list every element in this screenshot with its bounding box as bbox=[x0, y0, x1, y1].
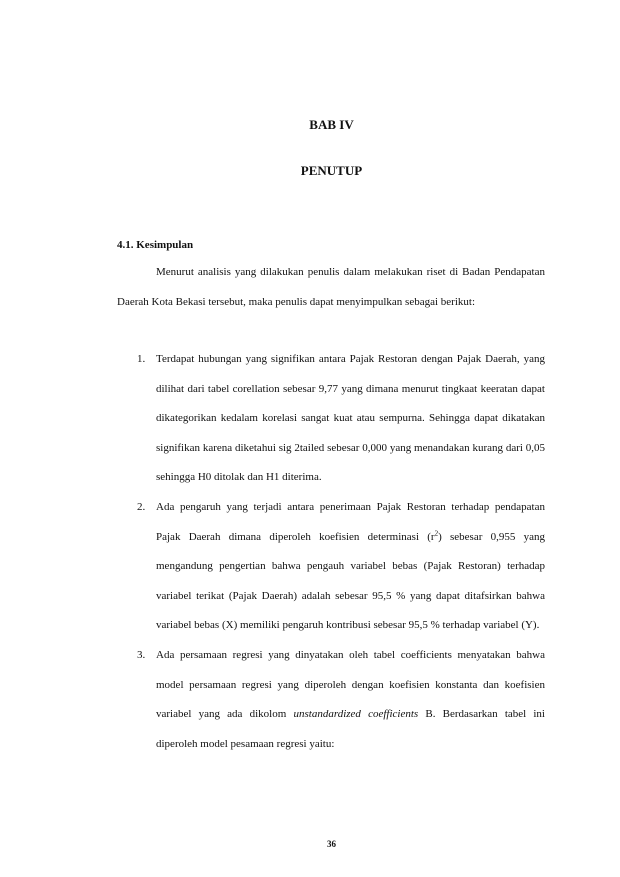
list-item bbox=[117, 493, 545, 641]
list-item-text bbox=[156, 493, 545, 641]
list-item bbox=[117, 345, 545, 493]
list-item bbox=[117, 641, 545, 759]
intro-paragraph: Menurut analisis yang dilakukan penulis dalam melakukan riset di Badan Pendapatan Daerah Kota Bekasi tersebut, maka penulis dapat menyimpulkan sebagai berikut: bbox=[117, 266, 545, 308]
list-item-text: Terdapat hubungan yang signifikan antara Pajak Restoran dengan Pajak Daerah, yang dilihat dari tabel corellation sebesar 9,77 yang dimana menurut tingkaat keeratan dapat dikategorikan kedalam korelasi sangat kuat atau sempurna. Sehingga dapat dikatakan signifikan karena diketahui sig 2tailed sebesar 0,000 yang menandakan kurang dari 0,05 sehingga H0 ditolak dan H1 diterima. bbox=[156, 353, 545, 484]
chapter-title: PENUTUP bbox=[300, 163, 363, 178]
chapter-number: BAB IV bbox=[309, 117, 354, 132]
list-item-text-part: Ada pengaruh yang terjadi antara penerimaan Pajak Restoran terhadap pendapatan Pajak Daerah dimana diperoleh koefisien determinasi (r bbox=[156, 500, 545, 543]
list-item-number: 3. bbox=[137, 648, 146, 661]
section-heading: 4.1. Kesimpulan bbox=[117, 239, 194, 251]
list-item-text-part: B. Berdasarkan tabel ini diperoleh model pesamaan regresi yaitu: bbox=[156, 708, 545, 750]
list-item-text-part: Ada persamaan regresi yang dinyatakan oleh tabel coefficients menyatakan bahwa model persamaan regresi yang diperoleh dengan koefisien konstanta dan koefisien variabel yang ada dikolom bbox=[156, 648, 545, 721]
list-item-text bbox=[156, 641, 545, 759]
superscript: 2 bbox=[434, 528, 439, 537]
italic-term: unstandardized coefficients bbox=[293, 708, 419, 721]
list-item-text-part: ) sebesar 0,955 yang mengandung pengertian bahwa pengauh variabel bebas (Pajak Restoran) terhadap variabel terikat (Pajak Daerah) adalah sebesar 95,5 % yang dapat ditafsirkan bahwa variabel bebas (X) memiliki pengaruh kontribusi sebesar 95,5 % terhadap variabel (Y). bbox=[156, 530, 545, 632]
list-item-number: 1. bbox=[137, 353, 146, 365]
conclusion-list bbox=[117, 345, 545, 759]
page-number: 36 bbox=[327, 839, 336, 849]
list-item-number: 2. bbox=[137, 500, 146, 513]
